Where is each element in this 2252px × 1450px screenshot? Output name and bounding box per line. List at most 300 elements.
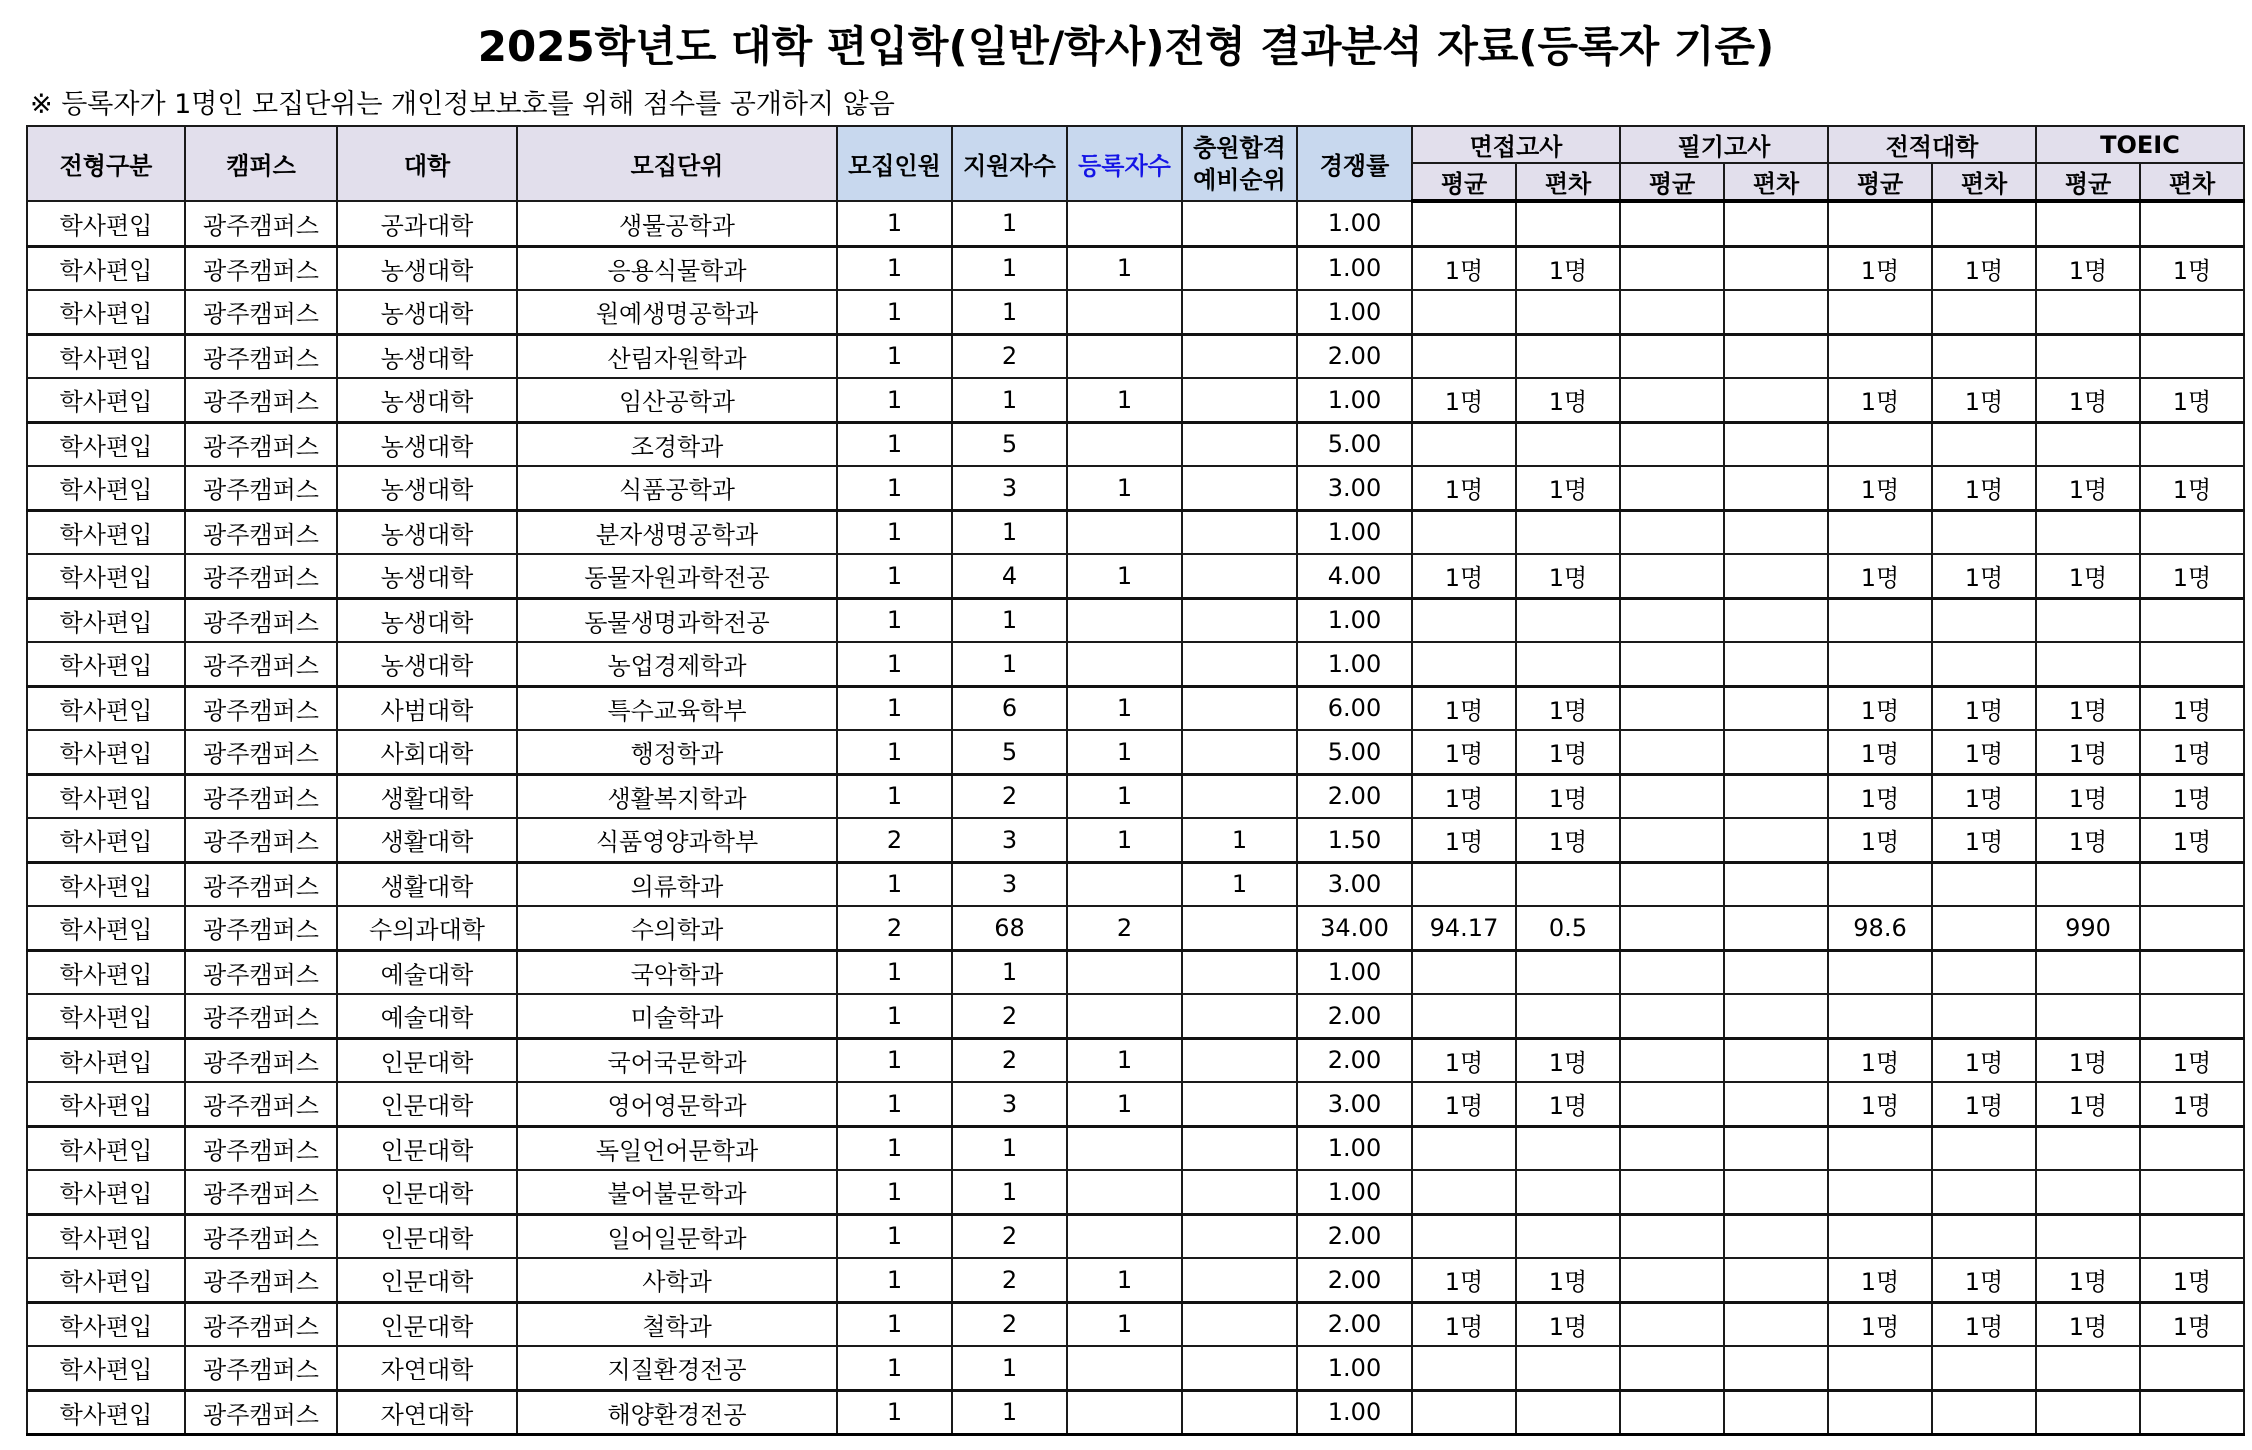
- cell-applicants: 1: [952, 246, 1067, 290]
- cell-college: 사범대학: [337, 686, 517, 730]
- cell-type: 학사편입: [27, 334, 185, 378]
- cell-interview-avg: 1명: [1412, 466, 1516, 510]
- cell-unit: 행정학과: [517, 730, 837, 774]
- cell-interview-dev: [1516, 1170, 1620, 1214]
- cell-ratio: 5.00: [1297, 730, 1412, 774]
- cell-written-avg: [1620, 862, 1724, 906]
- cell-college: 농생대학: [337, 554, 517, 598]
- cell-interview-dev: 1명: [1516, 1038, 1620, 1082]
- cell-waitlist: [1182, 1258, 1297, 1302]
- cell-written-dev: [1724, 554, 1828, 598]
- cell-prev-school-avg: 1명: [1828, 1258, 1932, 1302]
- cell-toeic-avg: 1명: [2036, 466, 2140, 510]
- cell-prev-school-avg: 1명: [1828, 466, 1932, 510]
- cell-toeic-avg: 1명: [2036, 1258, 2140, 1302]
- cell-toeic-dev: 1명: [2140, 1302, 2244, 1346]
- cell-quota: 1: [837, 862, 952, 906]
- cell-unit: 동물자원과학전공: [517, 554, 837, 598]
- cell-applicants: 2: [952, 334, 1067, 378]
- cell-type: 학사편입: [27, 950, 185, 994]
- cell-written-avg: [1620, 422, 1724, 466]
- cell-type: 학사편입: [27, 510, 185, 554]
- cell-interview-avg: 1명: [1412, 1302, 1516, 1346]
- cell-unit: 철학과: [517, 1302, 837, 1346]
- cell-toeic-avg: 1명: [2036, 818, 2140, 862]
- cell-type: 학사편입: [27, 1390, 185, 1435]
- cell-toeic-dev: [2140, 862, 2244, 906]
- table-row: [27, 334, 2244, 378]
- cell-prev-school-dev: [1932, 642, 2036, 686]
- results-table: [26, 125, 2245, 1436]
- table-row: [27, 862, 2244, 906]
- cell-written-dev: [1724, 334, 1828, 378]
- cell-interview-avg: 1명: [1412, 554, 1516, 598]
- cell-interview-dev: 1명: [1516, 818, 1620, 862]
- cell-quota: 1: [837, 1214, 952, 1258]
- cell-waitlist: [1182, 642, 1297, 686]
- cell-prev-school-dev: 1명: [1932, 818, 2036, 862]
- cell-registered: [1067, 290, 1182, 334]
- cell-registered: [1067, 950, 1182, 994]
- cell-interview-dev: 1명: [1516, 686, 1620, 730]
- cell-campus: 광주캠퍼스: [185, 1214, 337, 1258]
- cell-registered: [1067, 422, 1182, 466]
- cell-ratio: 1.00: [1297, 950, 1412, 994]
- cell-ratio: 3.00: [1297, 466, 1412, 510]
- cell-written-dev: [1724, 862, 1828, 906]
- cell-type: 학사편입: [27, 994, 185, 1038]
- cell-quota: 1: [837, 1126, 952, 1170]
- table-row: [27, 598, 2244, 642]
- cell-quota: 1: [837, 1390, 952, 1435]
- cell-unit: 국어국문학과: [517, 1038, 837, 1082]
- cell-ratio: 1.00: [1297, 642, 1412, 686]
- cell-toeic-dev: [2140, 510, 2244, 554]
- cell-applicants: 1: [952, 1126, 1067, 1170]
- cell-college: 농생대학: [337, 290, 517, 334]
- cell-prev-school-dev: [1932, 1346, 2036, 1390]
- cell-registered: 1: [1067, 730, 1182, 774]
- cell-prev-school-avg: 1명: [1828, 246, 1932, 290]
- cell-toeic-dev: [2140, 1126, 2244, 1170]
- cell-interview-dev: 1명: [1516, 378, 1620, 422]
- cell-interview-avg: [1412, 334, 1516, 378]
- cell-toeic-avg: 1명: [2036, 686, 2140, 730]
- cell-prev-school-avg: [1828, 1214, 1932, 1258]
- cell-waitlist: [1182, 246, 1297, 290]
- cell-type: 학사편입: [27, 378, 185, 422]
- cell-prev-school-dev: 1명: [1932, 1038, 2036, 1082]
- cell-interview-dev: [1516, 510, 1620, 554]
- cell-ratio: 1.00: [1297, 598, 1412, 642]
- cell-interview-avg: [1412, 290, 1516, 334]
- cell-prev-school-dev: 1명: [1932, 378, 2036, 422]
- cell-ratio: 1.00: [1297, 290, 1412, 334]
- cell-interview-dev: [1516, 290, 1620, 334]
- cell-interview-avg: 94.17: [1412, 906, 1516, 950]
- cell-written-avg: [1620, 378, 1724, 422]
- cell-quota: 1: [837, 422, 952, 466]
- cell-campus: 광주캠퍼스: [185, 554, 337, 598]
- cell-unit: 특수교육학부: [517, 686, 837, 730]
- cell-interview-avg: [1412, 1346, 1516, 1390]
- cell-campus: 광주캠퍼스: [185, 598, 337, 642]
- cell-college: 인문대학: [337, 1082, 517, 1126]
- cell-type: 학사편입: [27, 201, 185, 246]
- cell-prev-school-dev: [1932, 1390, 2036, 1435]
- cell-waitlist: [1182, 510, 1297, 554]
- cell-college: 인문대학: [337, 1258, 517, 1302]
- cell-interview-avg: [1412, 201, 1516, 246]
- cell-waitlist: [1182, 598, 1297, 642]
- cell-written-dev: [1724, 290, 1828, 334]
- cell-toeic-dev: [2140, 598, 2244, 642]
- cell-toeic-dev: 1명: [2140, 466, 2244, 510]
- cell-college: 인문대학: [337, 1038, 517, 1082]
- table-row: [27, 466, 2244, 510]
- cell-applicants: 1: [952, 290, 1067, 334]
- cell-college: 인문대학: [337, 1126, 517, 1170]
- table-row: [27, 994, 2244, 1038]
- cell-unit: 산림자원학과: [517, 334, 837, 378]
- cell-registered: [1067, 994, 1182, 1038]
- table-row: [27, 378, 2244, 422]
- cell-toeic-dev: 1명: [2140, 686, 2244, 730]
- document-title: 2025학년도 대학 편입학(일반/학사)전형 결과분석 자료(등록자 기준): [477, 22, 1775, 71]
- cell-prev-school-dev: [1932, 1126, 2036, 1170]
- cell-written-avg: [1620, 730, 1724, 774]
- cell-written-avg: [1620, 1258, 1724, 1302]
- table-row: [27, 1390, 2244, 1435]
- cell-campus: 광주캠퍼스: [185, 774, 337, 818]
- group-header-interview: 면접고사: [1412, 126, 1620, 163]
- cell-interview-dev: 1명: [1516, 246, 1620, 290]
- cell-interview-avg: [1412, 598, 1516, 642]
- cell-interview-avg: [1412, 950, 1516, 994]
- cell-campus: 광주캠퍼스: [185, 1346, 337, 1390]
- col-header-interview-avg: 평균: [1412, 163, 1516, 201]
- cell-applicants: 6: [952, 686, 1067, 730]
- cell-toeic-avg: 1명: [2036, 1082, 2140, 1126]
- cell-prev-school-avg: [1828, 1170, 1932, 1214]
- cell-quota: 1: [837, 510, 952, 554]
- cell-toeic-dev: [2140, 1170, 2244, 1214]
- cell-prev-school-dev: 1명: [1932, 1302, 2036, 1346]
- cell-quota: 1: [837, 1038, 952, 1082]
- cell-toeic-dev: 1명: [2140, 1258, 2244, 1302]
- cell-college: 농생대학: [337, 510, 517, 554]
- table-header: [27, 126, 2244, 201]
- cell-college: 인문대학: [337, 1170, 517, 1214]
- col-header-written-dev: 편차: [1724, 163, 1828, 201]
- table-row: [27, 642, 2244, 686]
- cell-type: 학사편입: [27, 1126, 185, 1170]
- cell-written-dev: [1724, 466, 1828, 510]
- cell-waitlist: [1182, 1390, 1297, 1435]
- cell-interview-avg: 1명: [1412, 774, 1516, 818]
- table-row: [27, 510, 2244, 554]
- table-row: [27, 290, 2244, 334]
- cell-campus: 광주캠퍼스: [185, 1126, 337, 1170]
- cell-prev-school-avg: [1828, 510, 1932, 554]
- cell-type: 학사편입: [27, 1258, 185, 1302]
- cell-college: 농생대학: [337, 466, 517, 510]
- cell-ratio: 3.00: [1297, 862, 1412, 906]
- cell-quota: 1: [837, 1302, 952, 1346]
- cell-ratio: 6.00: [1297, 686, 1412, 730]
- table-row: [27, 1082, 2244, 1126]
- cell-college: 농생대학: [337, 422, 517, 466]
- cell-type: 학사편입: [27, 906, 185, 950]
- cell-campus: 광주캠퍼스: [185, 378, 337, 422]
- cell-toeic-dev: 1명: [2140, 774, 2244, 818]
- cell-interview-avg: [1412, 1126, 1516, 1170]
- cell-type: 학사편입: [27, 290, 185, 334]
- cell-applicants: 4: [952, 554, 1067, 598]
- cell-toeic-dev: [2140, 642, 2244, 686]
- cell-interview-avg: 1명: [1412, 1082, 1516, 1126]
- cell-prev-school-avg: [1828, 334, 1932, 378]
- cell-applicants: 2: [952, 774, 1067, 818]
- cell-written-dev: [1724, 1126, 1828, 1170]
- cell-waitlist: [1182, 774, 1297, 818]
- cell-written-avg: [1620, 334, 1724, 378]
- cell-type: 학사편입: [27, 422, 185, 466]
- cell-unit: 사학과: [517, 1258, 837, 1302]
- cell-written-avg: [1620, 642, 1724, 686]
- cell-prev-school-avg: 98.6: [1828, 906, 1932, 950]
- cell-quota: 1: [837, 554, 952, 598]
- cell-toeic-avg: [2036, 950, 2140, 994]
- cell-prev-school-avg: [1828, 862, 1932, 906]
- cell-quota: 1: [837, 378, 952, 422]
- cell-interview-dev: [1516, 598, 1620, 642]
- cell-unit: 독일언어문학과: [517, 1126, 837, 1170]
- cell-college: 예술대학: [337, 950, 517, 994]
- cell-toeic-dev: [2140, 994, 2244, 1038]
- cell-ratio: 1.00: [1297, 378, 1412, 422]
- cell-written-dev: [1724, 950, 1828, 994]
- cell-interview-avg: [1412, 1170, 1516, 1214]
- cell-prev-school-avg: 1명: [1828, 1038, 1932, 1082]
- cell-registered: 1: [1067, 1038, 1182, 1082]
- col-header-quota: 모집인원: [837, 126, 952, 201]
- cell-unit: 생물공학과: [517, 201, 837, 246]
- cell-waitlist: [1182, 554, 1297, 598]
- col-header-prev-school-avg: 평균: [1828, 163, 1932, 201]
- cell-interview-dev: 1명: [1516, 730, 1620, 774]
- cell-quota: 1: [837, 730, 952, 774]
- cell-written-dev: [1724, 642, 1828, 686]
- cell-campus: 광주캠퍼스: [185, 818, 337, 862]
- cell-applicants: 68: [952, 906, 1067, 950]
- cell-college: 사회대학: [337, 730, 517, 774]
- cell-ratio: 1.00: [1297, 1346, 1412, 1390]
- cell-interview-dev: [1516, 862, 1620, 906]
- cell-prev-school-avg: [1828, 290, 1932, 334]
- cell-quota: 1: [837, 598, 952, 642]
- col-header-interview-dev: 편차: [1516, 163, 1620, 201]
- cell-registered: 1: [1067, 774, 1182, 818]
- cell-unit: 분자생명공학과: [517, 510, 837, 554]
- cell-written-avg: [1620, 510, 1724, 554]
- cell-toeic-avg: [2036, 1214, 2140, 1258]
- cell-toeic-avg: [2036, 862, 2140, 906]
- cell-ratio: 2.00: [1297, 1302, 1412, 1346]
- cell-quota: 1: [837, 290, 952, 334]
- cell-quota: 1: [837, 1346, 952, 1390]
- cell-written-dev: [1724, 730, 1828, 774]
- cell-registered: [1067, 1390, 1182, 1435]
- cell-prev-school-dev: 1명: [1932, 730, 2036, 774]
- col-header-toeic-avg: 평균: [2036, 163, 2140, 201]
- cell-waitlist: [1182, 290, 1297, 334]
- cell-prev-school-avg: [1828, 598, 1932, 642]
- cell-campus: 광주캠퍼스: [185, 1258, 337, 1302]
- cell-campus: 광주캠퍼스: [185, 906, 337, 950]
- cell-ratio: 1.00: [1297, 1126, 1412, 1170]
- cell-campus: 광주캠퍼스: [185, 862, 337, 906]
- cell-written-dev: [1724, 1346, 1828, 1390]
- group-header-written: 필기고사: [1620, 126, 1828, 163]
- table-row: [27, 201, 2244, 246]
- cell-unit: 수의학과: [517, 906, 837, 950]
- cell-applicants: 3: [952, 1082, 1067, 1126]
- cell-applicants: 1: [952, 378, 1067, 422]
- cell-unit: 미술학과: [517, 994, 837, 1038]
- cell-college: 공과대학: [337, 201, 517, 246]
- cell-toeic-dev: [2140, 1214, 2244, 1258]
- cell-type: 학사편입: [27, 1214, 185, 1258]
- cell-campus: 광주캠퍼스: [185, 1082, 337, 1126]
- cell-written-dev: [1724, 598, 1828, 642]
- cell-quota: 1: [837, 246, 952, 290]
- cell-waitlist: [1182, 1082, 1297, 1126]
- cell-prev-school-avg: 1명: [1828, 686, 1932, 730]
- cell-applicants: 1: [952, 201, 1067, 246]
- cell-interview-avg: [1412, 862, 1516, 906]
- col-header-prev-school-dev: 편차: [1932, 163, 2036, 201]
- cell-prev-school-avg: [1828, 994, 1932, 1038]
- cell-written-avg: [1620, 950, 1724, 994]
- cell-prev-school-dev: [1932, 510, 2036, 554]
- cell-applicants: 2: [952, 1214, 1067, 1258]
- cell-interview-dev: [1516, 642, 1620, 686]
- cell-interview-dev: [1516, 334, 1620, 378]
- cell-written-dev: [1724, 1258, 1828, 1302]
- cell-prev-school-avg: 1명: [1828, 774, 1932, 818]
- cell-campus: 광주캠퍼스: [185, 246, 337, 290]
- cell-written-dev: [1724, 510, 1828, 554]
- cell-college: 생활대학: [337, 862, 517, 906]
- cell-unit: 국악학과: [517, 950, 837, 994]
- cell-toeic-dev: 1명: [2140, 378, 2244, 422]
- cell-unit: 조경학과: [517, 422, 837, 466]
- cell-registered: [1067, 334, 1182, 378]
- cell-written-avg: [1620, 686, 1724, 730]
- cell-quota: 1: [837, 201, 952, 246]
- cell-waitlist: [1182, 1302, 1297, 1346]
- cell-written-dev: [1724, 906, 1828, 950]
- cell-college: 농생대학: [337, 334, 517, 378]
- table-row: [27, 1302, 2244, 1346]
- cell-campus: 광주캠퍼스: [185, 510, 337, 554]
- cell-college: 생활대학: [337, 774, 517, 818]
- cell-applicants: 3: [952, 466, 1067, 510]
- cell-quota: 1: [837, 950, 952, 994]
- cell-written-avg: [1620, 201, 1724, 246]
- cell-type: 학사편입: [27, 818, 185, 862]
- cell-toeic-avg: [2036, 1346, 2140, 1390]
- cell-applicants: 2: [952, 1038, 1067, 1082]
- cell-unit: 농업경제학과: [517, 642, 837, 686]
- cell-interview-dev: [1516, 1214, 1620, 1258]
- cell-applicants: 1: [952, 598, 1067, 642]
- table-body: [27, 201, 2244, 1435]
- cell-campus: 광주캠퍼스: [185, 422, 337, 466]
- cell-toeic-avg: [2036, 598, 2140, 642]
- cell-written-avg: [1620, 1126, 1724, 1170]
- cell-unit: 임산공학과: [517, 378, 837, 422]
- cell-prev-school-avg: 1명: [1828, 378, 1932, 422]
- cell-interview-avg: 1명: [1412, 1038, 1516, 1082]
- cell-prev-school-avg: [1828, 950, 1932, 994]
- cell-ratio: 2.00: [1297, 1214, 1412, 1258]
- cell-written-avg: [1620, 994, 1724, 1038]
- cell-interview-avg: 1명: [1412, 818, 1516, 862]
- col-header-registered: 등록자수: [1067, 126, 1182, 201]
- cell-ratio: 2.00: [1297, 334, 1412, 378]
- cell-registered: 1: [1067, 1258, 1182, 1302]
- cell-written-dev: [1724, 774, 1828, 818]
- cell-waitlist: [1182, 1214, 1297, 1258]
- cell-registered: [1067, 510, 1182, 554]
- cell-toeic-avg: [2036, 994, 2140, 1038]
- cell-registered: 1: [1067, 818, 1182, 862]
- col-header-written-avg: 평균: [1620, 163, 1724, 201]
- cell-ratio: 1.00: [1297, 246, 1412, 290]
- cell-ratio: 4.00: [1297, 554, 1412, 598]
- cell-registered: [1067, 862, 1182, 906]
- cell-written-avg: [1620, 598, 1724, 642]
- cell-interview-dev: 1명: [1516, 466, 1620, 510]
- cell-waitlist: [1182, 1346, 1297, 1390]
- cell-toeic-avg: [2036, 1126, 2140, 1170]
- cell-written-avg: [1620, 1390, 1724, 1435]
- cell-written-dev: [1724, 994, 1828, 1038]
- table-row: [27, 422, 2244, 466]
- cell-quota: 1: [837, 334, 952, 378]
- cell-campus: 광주캠퍼스: [185, 1038, 337, 1082]
- col-header-college: 대학: [337, 126, 517, 201]
- cell-interview-avg: 1명: [1412, 730, 1516, 774]
- cell-interview-dev: [1516, 422, 1620, 466]
- cell-ratio: 2.00: [1297, 994, 1412, 1038]
- col-header-ratio: 경쟁률: [1297, 126, 1412, 201]
- cell-ratio: 5.00: [1297, 422, 1412, 466]
- cell-campus: 광주캠퍼스: [185, 1170, 337, 1214]
- cell-prev-school-avg: 1명: [1828, 554, 1932, 598]
- cell-interview-avg: 1명: [1412, 246, 1516, 290]
- cell-applicants: 2: [952, 1258, 1067, 1302]
- col-header-unit: 모집단위: [517, 126, 837, 201]
- waitlist-label-line1: 충원합격: [1193, 133, 1286, 162]
- cell-written-avg: [1620, 1038, 1724, 1082]
- cell-ratio: 34.00: [1297, 906, 1412, 950]
- cell-toeic-avg: 1명: [2036, 774, 2140, 818]
- cell-campus: 광주캠퍼스: [185, 686, 337, 730]
- cell-written-dev: [1724, 818, 1828, 862]
